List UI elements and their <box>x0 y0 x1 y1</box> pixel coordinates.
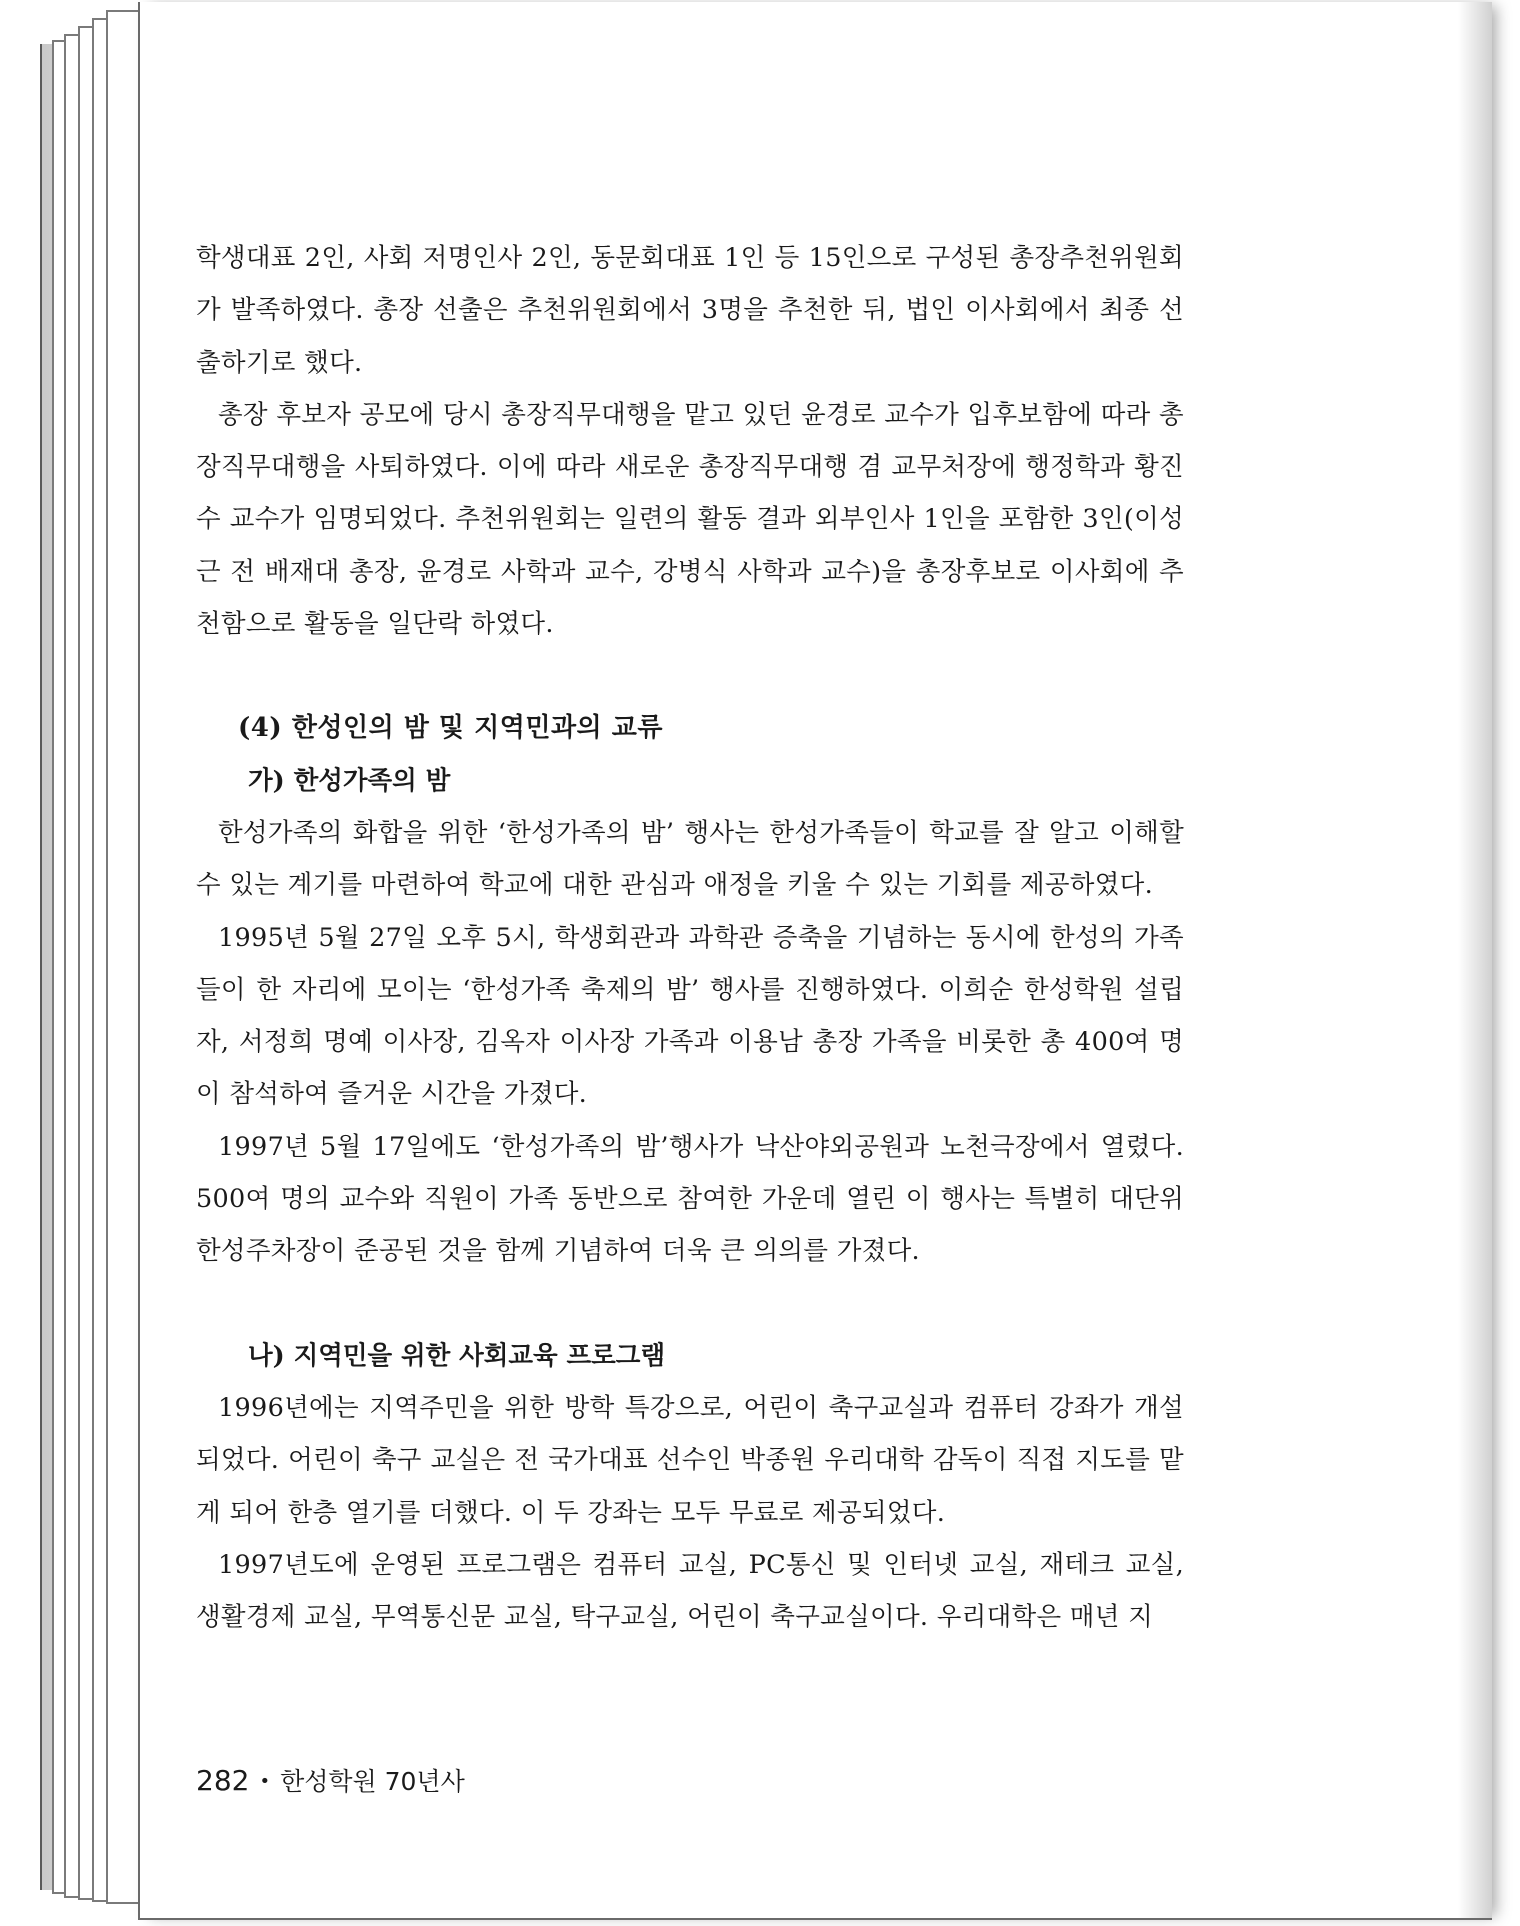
body-paragraph: 학생대표 2인, 사회 저명인사 2인, 동문회대표 1인 등 15인으로 구성된 총장추천위원회가 발족하였다. 총장 선출은 추천위원회에서 3명을 추천한 뒤, 법인 이사회에서 최종 선출하기로 했다. <box>196 243 1184 378</box>
bullet-separator: • <box>259 1771 271 1792</box>
book-title: 한성학원 70년사 <box>280 1767 465 1796</box>
body-paragraph: 1997년도에 운영된 프로그램은 컴퓨터 교실, PC통신 및 인터넷 교실, 재테크 교실, 생활경제 교실, 무역통신문 교실, 탁구교실, 어린이 축구교실이다. 우리대학은 매년 지 <box>196 1549 1184 1633</box>
body-paragraph: 1995년 5월 27일 오후 5시, 학생회관과 과학관 증축을 기념하는 동시에 한성의 가족들이 한 자리에 모이는 ‘한성가족 축제의 밤’ 행사를 진행하였다. 이희순 한성학원 설립자, 서정희 명예 이사장, 김옥자 이사장 가족과 이용남 총장 가족을 비롯한 총 400여 명이 참석하여 즐거운 시간을 가졌다. <box>196 922 1184 1110</box>
page-footer <box>196 1762 465 1798</box>
body-paragraph: 1997년 5월 17일에도 ‘한성가족의 밤’행사가 낙산야외공원과 노천극장에서 열렸다. 500여 명의 교수와 직원이 가족 동반으로 참여한 가운데 열린 이 행사는 특별히 대단위 한성주차장이 준공된 것을 함께 기념하여 더욱 큰 의의를 가졌다. <box>196 1131 1184 1267</box>
section-heading: (4) 한성인의 밤 및 지역민과의 교류 <box>238 713 663 744</box>
body-paragraph: 1996년에는 지역주민을 위한 방학 특강으로, 어린이 축구교실과 컴퓨터 강좌가 개설되었다. 어린이 축구 교실은 전 국가대표 선수인 박종원 우리대학 감독이 직접 지도를 맡게 되어 한층 열기를 더했다. 이 두 강좌는 모두 무료로 제공되었다. <box>196 1392 1184 1528</box>
page-body <box>196 232 1184 1643</box>
body-paragraph: 한성가족의 화합을 위한 ‘한성가족의 밤’ 행사는 한성가족들이 학교를 잘 알고 이해할 수 있는 계기를 마련하여 학교에 대한 관심과 애정을 키울 수 있는 기회를 제공하였다. <box>196 817 1184 901</box>
page-shadow <box>1458 2 1492 1918</box>
body-paragraph: 총장 후보자 공모에 당시 총장직무대행을 맡고 있던 윤경로 교수가 입후보함에 따라 총장직무대행을 사퇴하였다. 이에 따라 새로운 총장직무대행 겸 교무처장에 행정학과 황진수 교수가 임명되었다. 추천위원회는 일련의 활동 결과 외부인사 1인을 포함한 3인(이성근 전 배재대 총장, 윤경로 사학과 교수, 강병식 사학과 교수)을 총장후보로 이사회에 추천함으로 활동을 일단락 하였다. <box>196 399 1184 640</box>
subsection-heading: 나) 지역민을 위한 사회교육 프로그램 <box>248 1340 666 1371</box>
subsection-heading: 가) 한성가족의 밤 <box>248 765 451 796</box>
page-number: 282 <box>196 1764 250 1797</box>
